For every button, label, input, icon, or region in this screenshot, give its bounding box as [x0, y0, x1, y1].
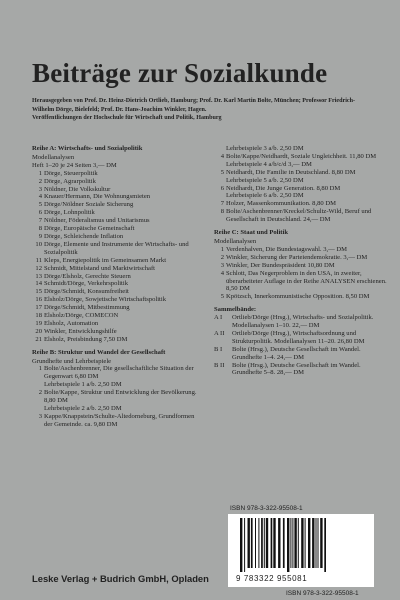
- item-number: 3: [38, 185, 42, 193]
- barcode-bar: [305, 518, 306, 568]
- item-text: Lehrbeispiele 3 a/b. 2,50 DM: [226, 145, 304, 152]
- item-text: Lehrbeispiele 2 a/b. 2,50 DM: [44, 405, 122, 412]
- item-text: Dörge, Elemente und Instrumente der Wirtschafts- und Sozialpolitik: [44, 240, 189, 256]
- item-text: Dörge/Schmidt, Konsumfreiheit: [44, 288, 129, 296]
- barcode: [228, 514, 374, 587]
- list-item: [214, 177, 389, 185]
- item-text: Dörge, Schleichende Inflation: [44, 232, 124, 240]
- barcode-bar: [320, 518, 322, 568]
- series-a-list: [32, 170, 202, 344]
- item-number: 18: [35, 312, 42, 320]
- item-number: 15: [35, 288, 42, 296]
- item-number: 4: [38, 193, 42, 201]
- item-text: Dörge, Lohnpolitik: [44, 209, 95, 217]
- list-item: [214, 293, 389, 301]
- barcode-bar: [290, 518, 291, 568]
- list-item: [32, 273, 202, 281]
- series-c-list: [214, 246, 389, 301]
- list-item: [32, 280, 202, 288]
- barcode-bar: [278, 518, 280, 568]
- barcode-bar: [287, 518, 289, 572]
- item-number: 8: [38, 225, 42, 233]
- item-number: 16: [35, 296, 42, 304]
- item-text: Kpötzsch, Innerkommunistische Opposition. 8,50 DM: [226, 293, 370, 301]
- item-text: Elsholz, Automation: [44, 319, 99, 327]
- list-item: [214, 362, 389, 378]
- item-text: Elsholz/Dörge, Sowjetische Wirtschaftspolitik: [44, 296, 167, 304]
- series-c-heading: Reihe C: Staat und Politik: [214, 229, 289, 237]
- item-text: Ortlieb/Dörge (Hrsg.), Wirtschaftsordnung und Strukturpolitik. Modellanalysen 11–20. 26,80 DM: [232, 329, 365, 345]
- series-b-list-continued: [214, 145, 389, 224]
- item-number: 7: [38, 217, 42, 225]
- list-item: [32, 312, 202, 320]
- list-item: [32, 178, 202, 186]
- item-text: Bolte (Hrsg.), Deutsche Gesellschaft im Wandel. Grundhefte 1–4. 24,— DM: [232, 345, 361, 361]
- barcode-bar: [266, 518, 268, 568]
- list-item: [32, 257, 202, 265]
- publication-line: Veröffentlichungen der Hochschule für Wirtschaft und Politik, Hamburg: [32, 115, 222, 122]
- item-text: Nöldner, Die Volkskultur: [44, 185, 111, 193]
- item-text: Nöldner, Föderalismus und Unitarismus: [44, 217, 150, 225]
- left-column: [32, 145, 202, 429]
- item-number: B II: [214, 361, 225, 369]
- editors-line: Herausgegeben von Prof. Dr. Heinz-Dietrich Ortlieb, Hamburg; Prof. Dr. Karl Martin Bolte, München; Professor Friedrich-Wilhelm Dörge, Bielefeld; Prof. Dr. Hans-Joachim Winkler, Hagen.: [32, 98, 356, 113]
- item-text: Neidhardt, Die Junge Generation. 8,80 DM: [226, 184, 341, 192]
- barcode-bar: [240, 518, 242, 572]
- series-b-subtitle: Grundhefte und Lehrbeispiele: [32, 357, 112, 365]
- collected-volumes-list: [214, 314, 389, 377]
- list-item: [214, 208, 389, 224]
- list-item: [32, 186, 202, 194]
- item-number: 11: [35, 256, 42, 264]
- item-number: 6: [38, 209, 42, 217]
- list-item: [32, 336, 202, 344]
- item-number: 17: [35, 304, 42, 312]
- item-number: 20: [35, 327, 42, 335]
- barcode-bar: [261, 518, 263, 568]
- item-text: Bolte/Aschenbrenner/Kreckel/Schultz-Wild, Beruf und Gesellschaft in Deutschland. 24,— DM: [226, 208, 372, 224]
- publisher-name: Leske Verlag + Budrich GmbH, Opladen: [32, 573, 209, 584]
- isbn-label-top: ISBN 978-3-322-95508-1: [230, 505, 303, 512]
- list-item: [214, 254, 389, 262]
- list-item: [214, 270, 389, 294]
- list-item: [32, 233, 202, 241]
- list-item: [32, 405, 202, 413]
- item-number: 7: [220, 200, 224, 208]
- isbn-label-bottom: ISBN 978-3-322-95508-1: [286, 590, 359, 597]
- item-number: 12: [35, 264, 42, 272]
- barcode-bar: [298, 518, 299, 568]
- list-item: [32, 381, 202, 389]
- item-text: Dörge, Europäische Gemeinschaft: [44, 225, 135, 233]
- list-item: [32, 389, 202, 405]
- item-text: Dörge, Steuerpolitik: [44, 169, 98, 177]
- list-item: [32, 365, 202, 381]
- series-a-heading: Reihe A: Wirtschafts- und Sozialpolitik: [32, 145, 143, 152]
- list-item: [214, 246, 389, 254]
- barcode-bar: [294, 518, 296, 568]
- list-item: [214, 185, 389, 193]
- list-item: [32, 193, 202, 201]
- barcode-bar: [251, 518, 253, 568]
- barcode-bar: [316, 518, 317, 568]
- item-text: Lehrbeispiele 4 a/b/c/d 3,— DM: [226, 160, 312, 168]
- list-item: [32, 328, 202, 336]
- list-item: [32, 225, 202, 233]
- item-number: 19: [35, 319, 42, 327]
- series-c-subtitle: Modellanalysen: [214, 237, 257, 245]
- list-item: [32, 288, 202, 296]
- list-item: [32, 241, 202, 257]
- item-text: Dörge/Nöldner Soziale Sicherung: [44, 201, 134, 209]
- item-number: 1: [38, 365, 42, 373]
- collected-volumes-heading: Sammelbände:: [214, 306, 257, 314]
- list-item: [32, 201, 202, 209]
- item-text: Bolte (Hrsg.), Deutsche Gesellschaft im Wandel. Grundhefte 5–8. 28,— DM: [232, 361, 361, 377]
- series-a-subtitle: Modellanalysen: [32, 153, 75, 161]
- barcode-bar: [273, 518, 275, 568]
- list-item: [214, 346, 389, 362]
- series-title: Beiträge zur Sozialkunde: [32, 58, 328, 88]
- item-number: 3: [220, 261, 224, 269]
- item-number: 4: [220, 152, 224, 160]
- list-item: [214, 330, 389, 346]
- list-item: [32, 296, 202, 304]
- item-text: Lehrbeispiele 1 a/b. 2,50 DM: [44, 381, 122, 389]
- item-text: Kappe/Knappstein/Schulte-Altedorneburg, Grundformen der Gemeinde. ca. 9,80 DM: [44, 412, 195, 428]
- item-number: 6: [220, 184, 224, 192]
- item-number: 21: [35, 335, 42, 343]
- list-item: [214, 169, 389, 177]
- item-number: 2: [38, 389, 42, 397]
- item-text: Schmidt/Dörge, Verkehrspolitik: [44, 280, 129, 288]
- list-item: [32, 217, 202, 225]
- barcode-bar: [244, 518, 245, 572]
- list-item: [214, 145, 389, 153]
- right-column: [214, 145, 389, 377]
- barcode-bar: [258, 518, 259, 568]
- item-text: Bolte/Kappe/Neidhardt, Soziale Ungleichheit. 11,80 DM: [226, 152, 377, 160]
- list-item: [32, 209, 202, 217]
- item-number: 3: [38, 412, 42, 420]
- item-text: Verdenhalven, Die Bundestagswahl. 3,— DM: [226, 245, 348, 253]
- list-item: [214, 161, 389, 169]
- item-number: 5: [38, 201, 42, 209]
- barcode-bar: [248, 518, 250, 568]
- item-number: A I: [214, 314, 223, 322]
- item-number: 5: [220, 293, 224, 301]
- list-item: [214, 262, 389, 270]
- list-item: [214, 314, 389, 330]
- item-text: Ortlieb/Dörge (Hrsg.), Wirtschafts- und Sozialpolitik. Modellanalysen 1–10. 22,— DM: [232, 314, 374, 330]
- item-text: Lehrbeispiele 5 a/b. 2,50 DM: [226, 176, 304, 184]
- item-number: 1: [38, 169, 42, 177]
- item-text: Dörge/Elsholz, Gerechte Steuern: [44, 272, 131, 280]
- item-number: 9: [38, 232, 42, 240]
- item-text: Bolte/Aschenbrenner, Die gesellschaftliche Situation der Gegenwart 6,80 DM: [44, 365, 194, 381]
- item-number: 5: [220, 168, 224, 176]
- barcode-bar: [292, 518, 293, 568]
- item-number: 2: [220, 253, 224, 261]
- item-text: Winkler, Sicherung der Parteiendemokratie. 3,— DM: [226, 253, 368, 261]
- list-item: [32, 170, 202, 178]
- item-number: 4: [220, 269, 224, 277]
- item-text: Bolte/Kappe, Struktur und Entwicklung der Bevölkerung. 8,80 DM: [44, 389, 197, 405]
- item-text: Knauer/Hermann, Die Wohnungsmieten: [44, 193, 151, 201]
- barcode-bar: [324, 518, 326, 572]
- editors-credits: [32, 97, 374, 123]
- item-number: 8: [220, 208, 224, 216]
- list-item: [214, 192, 389, 200]
- series-b-list: [32, 365, 202, 428]
- item-number: 14: [35, 280, 42, 288]
- barcode-bar: [271, 518, 273, 568]
- list-item: [214, 200, 389, 208]
- item-text: Lehrbeispiele 6 a/b. 2,50 DM: [226, 192, 304, 200]
- item-text: Dörge/Schmidt, Mitbestimmung: [44, 304, 130, 312]
- list-item: [32, 413, 202, 429]
- item-number: 10: [35, 240, 42, 248]
- series-a-price-note: Heft 1–20 je 24 Seiten 3,— DM: [32, 161, 117, 169]
- barcode-bar: [255, 518, 256, 568]
- list-item: [32, 320, 202, 328]
- item-text: Winkler, Entwicklungshilfe: [44, 327, 117, 335]
- list-item: [214, 153, 389, 161]
- item-number: 13: [35, 272, 42, 280]
- list-item: [32, 304, 202, 312]
- item-text: Elsholz/Dörge, COMECON: [44, 312, 119, 320]
- series-b-heading: Reihe B: Struktur und Wandel der Gesellschaft: [32, 348, 166, 356]
- barcode-bars: [238, 518, 364, 572]
- item-number: 1: [220, 245, 224, 253]
- item-text: Elsholz, Preisbindung 7,50 DM: [44, 335, 128, 343]
- list-item: [32, 265, 202, 273]
- item-number: 2: [38, 177, 42, 185]
- barcode-bar: [318, 518, 319, 568]
- item-text: Schmidt, Mittelstand und Marktwirtschaft: [44, 264, 155, 272]
- barcode-bar: [301, 518, 303, 568]
- item-text: Dörge, Agrarpolitik: [44, 177, 96, 185]
- barcode-bar: [264, 518, 265, 568]
- item-text: Neidhardt, Die Familie in Deutschland. 8,80 DM: [226, 168, 356, 176]
- item-text: Winkler, Der Bundespräsident 10,80 DM: [226, 261, 335, 269]
- item-text: Holzer, Massenkommunikation. 8,80 DM: [226, 200, 336, 208]
- barcode-bar: [283, 518, 285, 568]
- barcode-bar: [308, 518, 310, 568]
- item-number: A II: [214, 329, 225, 337]
- barcode-number: 9 783322 955081: [236, 574, 308, 583]
- barcode-bar: [312, 518, 314, 568]
- item-text: Schlott, Das Negerproblem in den USA, in zweiter, überarbeiteter Auflage in der Reihe ANALYSEN erschienen. 8,50 DM: [226, 269, 387, 293]
- item-number: B I: [214, 345, 223, 353]
- item-text: Kleps, Energiepolitik im Gemeinsamen Markt: [44, 256, 167, 264]
